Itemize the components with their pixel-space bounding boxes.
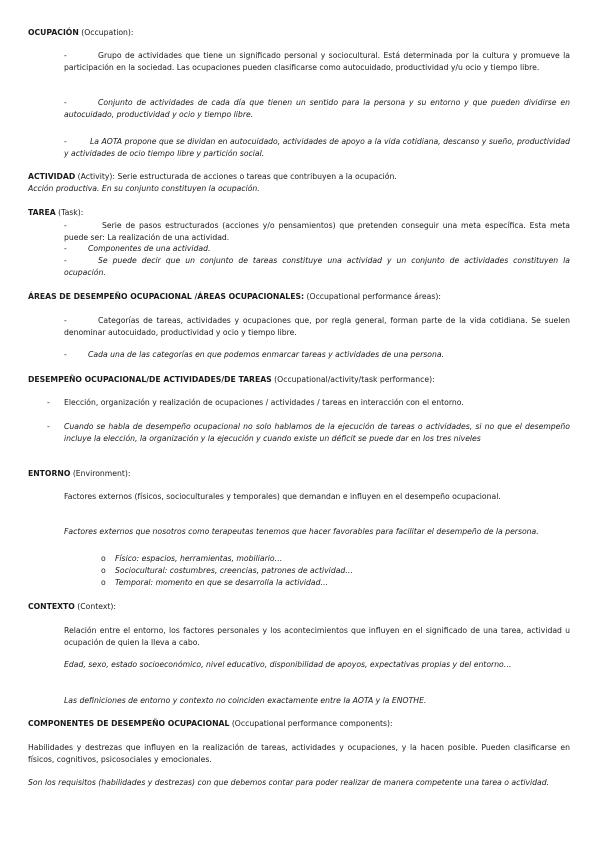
componentes-p1: Habilidades y destrezas que influyen en la realización de tareas, actividades y ocupaciones, y la hacen posible. Pueden clasificarse en físicos, cognitivos, psicosociales y emocionales. <box>28 743 570 764</box>
circle-bullet: o <box>101 554 106 563</box>
componentes-p2: Son los requisitos (habilidades y destrezas) con que debemos contar para poder realizar de manera competente una tarea o actividad. <box>28 778 550 787</box>
contexto-p1: Relación entre el entorno, los factores personales y los acontecimientos que influyen en el significado de una tarea, actividad u ocupación de quien la lleva a cabo. <box>64 626 570 647</box>
tarea-item-1: Serie de pasos estructurados (acciones y/o pensamientos) que pretenden conseguir una meta específica. Esta meta puede ser: La realización de una actividad. <box>64 221 570 242</box>
entorno-subitem-sociocultural: Sociocultural: costumbres, creencias, patrones de actividad… <box>115 566 353 575</box>
dash-bullet: - <box>64 256 67 265</box>
areas-item-1: Categorías de tareas, actividades y ocupaciones que, por regla general, forman parte de la vida cotidiana. Se suelen denominar autocuidado, productividad y ocio y tiempo libre. <box>64 316 570 337</box>
heading-entorno: ENTORNO (Environment): <box>28 469 131 478</box>
entorno-p2: Factores externos que nosotros como terapeutas tenemos que hacer favorables para facilitar el desempeño de la persona. <box>64 527 539 536</box>
entorno-p1: Factores externos (físicos, socioculturales y temporales) que demandan e influyen en el desempeño ocupacional. <box>64 492 501 501</box>
heading-actividad: ACTIVIDAD (Activity): Serie estructurada de acciones o tareas que contribuyen a la ocupación. <box>28 172 397 181</box>
contexto-p3: Las definiciones de entorno y contexto no coinciden exactamente entre la AOTA y la ENOTHE. <box>64 696 427 705</box>
heading-areas: ÁREAS DE DESEMPEÑO OCUPACIONAL /ÁREAS OCUPACIONALES: (Occupational performance áreas): <box>28 292 441 301</box>
areas-item-2: Cada una de las categorías en que podemos enmarcar tareas y actividades de una persona. <box>88 350 445 359</box>
tarea-item-3: Se puede decir que un conjunto de tareas constituye una actividad y un conjunto de actividades constituyen la ocupación. <box>64 256 570 277</box>
actividad-italic: Acción productiva. En su conjunto constituyen la ocupación. <box>28 184 260 193</box>
dash-bullet: - <box>47 398 50 407</box>
circle-bullet: o <box>101 578 106 587</box>
dash-bullet: - <box>64 244 67 253</box>
dash-bullet: - <box>64 51 67 60</box>
desempeno-item-1: Elección, organización y realización de ocupaciones / actividades / tareas en interacción con el entorno. <box>64 398 464 407</box>
ocupacion-item-2: Conjunto de actividades de cada día que tienen un sentido para la persona y su entorno y que pueden dividirse en autocuidado, productividad y ocio y tiempo libre. <box>64 98 570 119</box>
dash-bullet: - <box>64 350 67 359</box>
dash-bullet: - <box>47 422 50 431</box>
heading-tarea: TAREA (Task): <box>28 208 84 217</box>
ocupacion-item-1: Grupo de actividades que tiene un significado personal y sociocultural. Está determinada por la cultura y promueve la participación en la sociedad. Las ocupaciones pueden clasificarse como autocuidado, productividad y/u ocio y tiempo libre. <box>64 51 570 72</box>
dash-bullet: - <box>64 221 67 230</box>
dash-bullet: - <box>64 98 67 107</box>
circle-bullet: o <box>101 566 106 575</box>
desempeno-item-2: Cuando se habla de desempeño ocupacional no solo hablamos de la ejecución de tareas o actividades, si no que el desempeño incluye la elección, la organización y la ejecución y cuando existe un déficit se puede dar en los tres niveles <box>64 422 570 443</box>
dash-bullet: - <box>64 316 67 325</box>
heading-contexto: CONTEXTO (Context): <box>28 602 116 611</box>
heading-ocupacion: OCUPACIÓN (Occupation): <box>28 28 134 37</box>
entorno-subitem-fisico: Físico: espacios, herramientas, mobiliario… <box>115 554 283 563</box>
ocupacion-item-3: La AOTA propone que se dividan en autocuidado, actividades de apoyo a la vida cotidiana, descanso y sueño, productividad y actividades de ocio tiempo libre y partición social. <box>64 137 570 158</box>
tarea-item-2: Componentes de una actividad. <box>88 244 211 253</box>
contexto-p2: Edad, sexo, estado socioeconómico, nivel educativo, disponibilidad de apoyos, expectativas propias y del entorno… <box>64 660 512 669</box>
heading-desempeno: DESEMPEÑO OCUPACIONAL/DE ACTIVIDADES/DE TAREAS (Occupational/activity/task performance): <box>28 375 435 384</box>
heading-componentes: COMPONENTES DE DESEMPEÑO OCUPACIONAL (Occupational performance components): <box>28 719 393 728</box>
entorno-subitem-temporal: Temporal: momento en que se desarrolla la actividad… <box>115 578 329 587</box>
dash-bullet: - <box>64 137 67 146</box>
